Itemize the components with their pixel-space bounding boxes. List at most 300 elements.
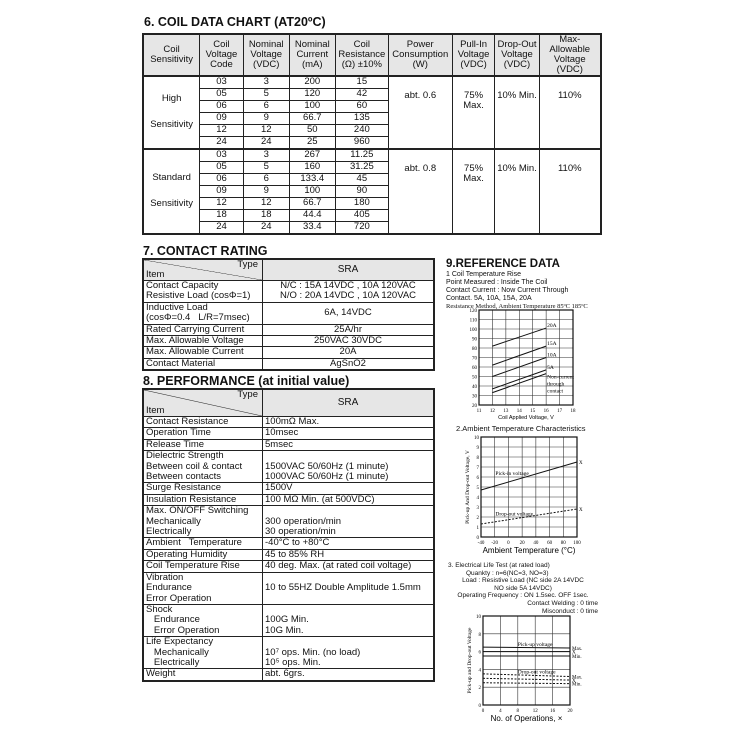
- table-row: [143, 76, 601, 89]
- item-cell: [143, 347, 263, 358]
- header-row: [143, 34, 601, 76]
- item-label: Item: [146, 269, 165, 281]
- cell: 03: [200, 76, 244, 89]
- y-tick-label: 2: [478, 686, 481, 692]
- value-cell: [263, 358, 435, 370]
- coil-section-title: 6. COIL DATA CHART (AT20ºC): [144, 15, 326, 29]
- cell: 9: [243, 112, 289, 124]
- value-line: abt. 6grs.: [265, 668, 305, 680]
- sensitivity-cell: [143, 76, 200, 149]
- table-row: [143, 451, 434, 483]
- value-line: -40°C to +80°C: [265, 537, 330, 549]
- cell: 66.7: [289, 112, 335, 124]
- x-axis-label: Ambient Temperature (°C): [482, 546, 576, 555]
- cell: 12: [243, 197, 289, 209]
- x-tick-label: 16: [543, 409, 549, 414]
- item-line: Max. Allowable Current: [146, 346, 244, 358]
- table-row: [143, 637, 434, 669]
- value-cell: [263, 538, 435, 549]
- y-tick-label: 110: [469, 318, 477, 324]
- y-tick-label: 30: [472, 394, 477, 400]
- ref-line: Contact Current : Now Current Through Contact. 5A, 10A, 15A, 20A: [446, 287, 569, 302]
- value-line: 10 to 55HZ Double Amplitude 1.5mm: [265, 582, 421, 594]
- cell: 60: [335, 100, 388, 112]
- y-tick-label: 10: [474, 436, 479, 441]
- table-row: [143, 572, 434, 604]
- dropout-cell: 10% Min.: [495, 149, 539, 234]
- value-line: 10⁵ ops. Min.: [265, 656, 321, 668]
- item-line: Operating Humidity: [146, 548, 228, 560]
- y-tick-label: 3: [476, 506, 479, 511]
- reference-sub3: [448, 562, 598, 615]
- y-tick-label: 9: [476, 446, 479, 451]
- table-row: [143, 538, 434, 549]
- plot-frame: [483, 616, 570, 705]
- dropout-cell: 10% Min.: [495, 76, 539, 149]
- cell: 24: [200, 136, 244, 149]
- item-label: Item: [146, 405, 165, 417]
- y-tick-label: 60: [472, 366, 477, 371]
- item-line: Ambient Temperature: [146, 537, 242, 549]
- column-header: Coil Sensitivity: [143, 34, 200, 76]
- y-tick-label: 0: [478, 704, 481, 709]
- table-row: [143, 669, 434, 681]
- x-tick-label: 4: [499, 709, 502, 714]
- cell: 5: [243, 88, 289, 100]
- table-row: [143, 417, 434, 428]
- column-header: SRA: [263, 389, 435, 417]
- ambient-temperature-chart: [446, 432, 596, 556]
- column-header: Drop-Out Voltage (VDC): [495, 34, 539, 76]
- power-cell: abt. 0.6: [388, 76, 452, 149]
- item-cell: [143, 336, 263, 347]
- value-line: AgSnO2: [330, 357, 366, 369]
- max-cell: 110%: [539, 76, 601, 149]
- cell: 100: [289, 100, 335, 112]
- type-item-header: [143, 389, 263, 417]
- value-cell: [263, 417, 435, 428]
- x-tick-label: 11: [476, 409, 482, 414]
- y-tick-label: 100: [469, 328, 477, 333]
- cell: 24: [243, 136, 289, 149]
- y-tick-label: 20: [472, 404, 477, 409]
- sensitivity-name: Standard: [152, 172, 191, 184]
- item-cell: [143, 324, 263, 335]
- item-line: Contact Capacity: [146, 280, 219, 291]
- value-line: 30 operation/min: [265, 526, 336, 538]
- item-cell: [143, 439, 263, 450]
- ref-line: Misconduct : 0 time: [542, 607, 598, 615]
- x-tick-label: 20: [519, 541, 525, 546]
- item-cell: [143, 281, 263, 303]
- item-line: Between coil & contact: [146, 460, 243, 472]
- item-line: Surge Resistance: [146, 482, 221, 494]
- value-cell: [263, 572, 435, 604]
- table-row: [143, 358, 434, 370]
- item-cell: [143, 417, 263, 428]
- column-header: Nominal Current (mA): [289, 34, 335, 76]
- table-row: [143, 302, 434, 324]
- value-cell: [263, 549, 435, 560]
- y-tick-label: 6: [478, 650, 481, 656]
- x-tick-label: 0: [507, 541, 510, 546]
- type-item-header: [143, 259, 263, 281]
- contact-rating-table: [142, 258, 435, 371]
- cell: 200: [289, 76, 335, 89]
- cell: 90: [335, 185, 388, 197]
- item-cell: [143, 561, 263, 572]
- x-tick-label: 17: [557, 409, 563, 414]
- value-line: 250VAC 30VDC: [314, 335, 382, 347]
- y-tick-label: 8: [476, 456, 479, 461]
- coil-data-table: [142, 33, 602, 235]
- y-tick-label: 70: [472, 356, 477, 362]
- item-line: Max. ON/OFF Switching: [146, 505, 249, 517]
- item-line: Mechanically: [146, 646, 209, 658]
- value-line: 20A: [339, 346, 357, 358]
- cell: 45: [335, 173, 388, 185]
- cell: 3: [243, 149, 289, 162]
- cell: 120: [289, 88, 335, 100]
- table-row: [143, 347, 434, 358]
- x-tick-label: 13: [503, 409, 509, 414]
- x-tick-label: 12: [532, 709, 538, 714]
- sensitivity-cell: [143, 149, 200, 234]
- value-line: 100 MΩ Min. (at 500VDC): [265, 493, 375, 505]
- x-tick-label: -40: [477, 541, 485, 546]
- series-label: 5A: [547, 364, 554, 371]
- type-label: Type: [237, 389, 258, 400]
- item-line: Error Operation: [146, 624, 220, 636]
- series-label: 15A: [547, 341, 557, 348]
- cell: 180: [335, 197, 388, 209]
- cell: 5: [243, 161, 289, 173]
- series-line: [483, 678, 570, 680]
- table-row: [143, 549, 434, 560]
- performance-section-title: 8. PERFORMANCE (at initial value): [143, 374, 350, 388]
- value-cell: [263, 281, 435, 303]
- value-line: 1500V: [265, 482, 293, 494]
- item-cell: [143, 572, 263, 604]
- value-cell: [263, 669, 435, 681]
- item-line: Electrically: [146, 526, 192, 538]
- x-tick-label: 12: [489, 409, 495, 414]
- series-label: contact: [547, 388, 564, 395]
- y-axis-label: Pick-up And Drop-out Voltage, V: [465, 450, 471, 524]
- ref-line: Quankty : n=6(NC=3, NO=3): [466, 569, 549, 577]
- header-row: [143, 259, 434, 281]
- series-end-label: Max.: [572, 675, 583, 681]
- item-cell: [143, 637, 263, 669]
- cell: 11.25: [335, 149, 388, 162]
- ref-note: Resistance Method, Ambient Temperature 85ºC 185ºC: [446, 303, 588, 310]
- cell: 18: [243, 209, 289, 221]
- value-cell: [263, 506, 435, 538]
- table-row: [143, 483, 434, 494]
- x-tick-label: 80: [560, 541, 566, 546]
- value-cell: [263, 347, 435, 358]
- value-cell: [263, 302, 435, 324]
- y-tick-label: 40: [472, 385, 477, 390]
- value-line: 1000VAC 50/60Hz (1 minute): [265, 471, 389, 483]
- item-line: Max. Allowable Voltage: [146, 335, 244, 347]
- cell: 44.4: [289, 209, 335, 221]
- ref-line: Operating Frequency : ON 1.5sec. OFF 1sec.: [457, 592, 589, 600]
- value-line: N/O : 20A 14VDC , 10A 120VAC: [279, 290, 417, 302]
- value-line: 1500VAC 50/60Hz (1 minute): [265, 460, 389, 472]
- cell: 133.4: [289, 173, 335, 185]
- item-line: Between contacts: [146, 471, 221, 483]
- table-row: [143, 281, 434, 303]
- ref-line: Point Measured : Inside The Coil: [446, 279, 548, 286]
- column-header: SRA: [263, 259, 435, 281]
- y-tick-label: 5: [476, 486, 479, 491]
- x-tick-label: 14: [516, 409, 522, 414]
- series-label: Drop-out voltage: [495, 511, 534, 518]
- column-header: Coil Resistance (Ω) ±10%: [335, 34, 388, 76]
- value-cell: [263, 483, 435, 494]
- cell: 24: [200, 221, 244, 234]
- column-header: Nominal Voltage (VDC): [243, 34, 289, 76]
- series-end-label: X: [572, 679, 576, 685]
- y-tick-label: 1: [476, 526, 479, 531]
- value-line: N/C : 15A 14VDC , 10A 120VAC: [280, 280, 416, 291]
- item-cell: [143, 506, 263, 538]
- value-line: 10⁷ ops. Min. (no load): [265, 646, 361, 658]
- series-end-label: Min.: [572, 682, 582, 688]
- item-line: Coil Temperature Rise: [146, 560, 240, 572]
- column-header: Pull-In Voltage (VDC): [452, 34, 495, 76]
- cell: 9: [243, 185, 289, 197]
- value-line: [265, 637, 431, 647]
- table-row: [143, 439, 434, 450]
- max-cell: 110%: [539, 149, 601, 234]
- y-axis-label: Pick-up and Drop-out Voltage: [467, 627, 473, 694]
- table-row: [143, 336, 434, 347]
- item-line: Insulation Resistance: [146, 493, 237, 505]
- y-tick-label: 4: [478, 668, 481, 674]
- contact-section-title: 7. CONTACT RATING: [143, 244, 268, 258]
- series-label: through: [547, 381, 565, 388]
- series-label: Drop-out voltage: [517, 669, 556, 676]
- cell: 405: [335, 209, 388, 221]
- cell: 06: [200, 100, 244, 112]
- cell: 100: [289, 185, 335, 197]
- value-cell: [263, 439, 435, 450]
- cell: 25: [289, 136, 335, 149]
- type-label: Type: [237, 259, 258, 270]
- table-row: [143, 506, 434, 538]
- cell: 3: [243, 76, 289, 89]
- ref-line: 3. Electrical Life Test (at rated load): [448, 562, 550, 569]
- y-tick-label: 80: [472, 347, 477, 352]
- y-tick-label: 6: [476, 476, 479, 481]
- item-cell: [143, 358, 263, 370]
- y-tick-label: 8: [478, 632, 481, 638]
- performance-table: [142, 388, 435, 682]
- value-cell: [263, 336, 435, 347]
- reference-sub2: 2.Ambient Temperature Characteristics: [456, 424, 586, 433]
- cell: 720: [335, 221, 388, 234]
- value-cell: [263, 561, 435, 572]
- cell: 05: [200, 161, 244, 173]
- x-tick-label: 15: [530, 409, 536, 414]
- series-end-label: Max.: [572, 647, 583, 653]
- value-line: 300 operation/min: [265, 515, 342, 527]
- value-cell: [263, 637, 435, 669]
- series-label: Pick-up voltage: [517, 642, 553, 649]
- y-tick-label: 0: [476, 536, 479, 541]
- series-label: 20A: [547, 323, 557, 330]
- item-line: Error Operation: [146, 592, 212, 604]
- x-tick-label: 60: [547, 541, 553, 546]
- cell: 12: [200, 124, 244, 136]
- item-cell: [143, 428, 263, 439]
- cell: 05: [200, 88, 244, 100]
- item-line: (cosΦ=0.4 L/R=7msec): [146, 312, 250, 324]
- cell: 42: [335, 88, 388, 100]
- y-tick-label: 2: [476, 516, 479, 521]
- value-line: 10G Min.: [265, 624, 304, 636]
- y-tick-label: 120: [469, 309, 477, 314]
- value-line: 25A/hr: [334, 323, 362, 335]
- pullin-cell: 75% Max.: [452, 76, 495, 149]
- value-line: 5msec: [265, 438, 293, 450]
- coil-temperature-rise-chart: [446, 300, 596, 422]
- cell: 6: [243, 173, 289, 185]
- y-tick-label: 4: [476, 496, 479, 501]
- item-line: Life Expectancy: [146, 636, 214, 648]
- y-tick-label: 7: [476, 466, 479, 471]
- cell: 31.25: [335, 161, 388, 173]
- cell: 24: [243, 221, 289, 234]
- ref-line: 1 Coil Temperature Rise: [446, 271, 521, 278]
- cell: 135: [335, 112, 388, 124]
- cell: 12: [243, 124, 289, 136]
- cell: 15: [335, 76, 388, 89]
- sensitivity-label: Sensitivity: [150, 198, 193, 210]
- ref-line: Contact Welding : 0 time: [527, 599, 598, 607]
- table-row: [143, 149, 601, 162]
- cell: 09: [200, 185, 244, 197]
- column-header: Power Consumption (W): [388, 34, 452, 76]
- y-tick-label: 90: [472, 337, 477, 343]
- series-label: Non-current: [547, 374, 575, 381]
- value-line: 100G Min.: [265, 614, 309, 626]
- x-tick-label: 40: [533, 541, 539, 546]
- x-tick-label: -20: [491, 541, 499, 546]
- table-row: [143, 324, 434, 335]
- item-line: Contact Resistance: [146, 416, 229, 427]
- sensitivity-name: High: [161, 93, 182, 105]
- item-line: Mechanically: [146, 515, 201, 527]
- item-cell: [143, 549, 263, 560]
- x-tick-label: 100: [573, 541, 581, 546]
- value-cell: [263, 494, 435, 505]
- cell: 960: [335, 136, 388, 149]
- item-line: Release Time: [146, 438, 205, 450]
- value-cell: [263, 428, 435, 439]
- series-end-label: X: [579, 508, 583, 513]
- column-header: Coil Voltage Code: [200, 34, 244, 76]
- y-tick-label: 50: [472, 375, 477, 381]
- cell: 267: [289, 149, 335, 162]
- electrical-life-chart: [446, 612, 596, 724]
- table-row: [143, 561, 434, 572]
- item-line: Dielectric Strength: [146, 450, 224, 462]
- power-cell: abt. 0.8: [388, 149, 452, 234]
- item-cell: [143, 302, 263, 324]
- x-axis-label: No. of Operations, ×: [490, 714, 563, 723]
- reference-title: 9.REFERENCE DATA: [446, 258, 560, 270]
- series-end-label: Min.: [572, 655, 582, 661]
- cell: 06: [200, 173, 244, 185]
- x-axis-label: Coil Applied Voltage, V: [498, 415, 554, 421]
- x-tick-label: 0: [481, 709, 485, 714]
- cell: 18: [200, 209, 244, 221]
- item-cell: [143, 604, 263, 636]
- table-row: [143, 494, 434, 505]
- sensitivity-label: Sensitivity: [150, 119, 193, 131]
- pullin-cell: 75% Max.: [452, 149, 495, 234]
- cell: 160: [289, 161, 335, 173]
- item-cell: [143, 451, 263, 483]
- value-cell: [263, 324, 435, 335]
- item-line: Resistive Load (cosΦ=1): [146, 290, 251, 302]
- series-end-label: X: [572, 650, 576, 656]
- cell: 09: [200, 112, 244, 124]
- cell: 240: [335, 124, 388, 136]
- cell: 66.7: [289, 197, 335, 209]
- x-tick-label: 20: [567, 709, 573, 714]
- item-cell: [143, 669, 263, 681]
- item-line: Electrically: [146, 656, 200, 668]
- x-tick-label: 18: [570, 409, 576, 414]
- item-cell: [143, 483, 263, 494]
- item-line: Vibration: [146, 571, 184, 583]
- series-label: 10A: [547, 352, 557, 359]
- item-cell: [143, 538, 263, 549]
- value-line: 6A, 14VDC: [324, 307, 372, 319]
- cell: 6: [243, 100, 289, 112]
- value-line: 10msec: [265, 427, 299, 439]
- series-end-label: X: [579, 461, 583, 466]
- x-tick-label: 16: [550, 709, 556, 714]
- item-line: Shock: [146, 603, 173, 615]
- series-line: [483, 683, 570, 684]
- cell: 12: [200, 197, 244, 209]
- cell: 50: [289, 124, 335, 136]
- series-label: Pick-in voltage: [495, 471, 529, 477]
- ref-line: NO side 5A 14VDC): [494, 584, 552, 592]
- column-header: Max-Allowable Voltage (VDC): [539, 34, 601, 76]
- item-line: Contact Material: [146, 357, 216, 369]
- x-tick-label: 8: [516, 709, 520, 714]
- item-line: Inductive Load: [146, 301, 208, 313]
- value-line: 45 to 85% RH: [265, 548, 325, 560]
- item-line: Rated Carrying Current: [146, 323, 245, 335]
- value-line: 40 deg. Max. (at rated coil voltage): [265, 560, 412, 572]
- header-row: [143, 389, 434, 417]
- item-line: Weight: [146, 668, 176, 680]
- value-line: 100mΩ Max.: [265, 416, 320, 427]
- item-line: Operation Time: [146, 427, 211, 439]
- item-cell: [143, 494, 263, 505]
- item-line: Endurance: [146, 582, 192, 594]
- table-row: [143, 428, 434, 439]
- y-tick-label: 10: [476, 615, 481, 620]
- value-cell: [263, 604, 435, 636]
